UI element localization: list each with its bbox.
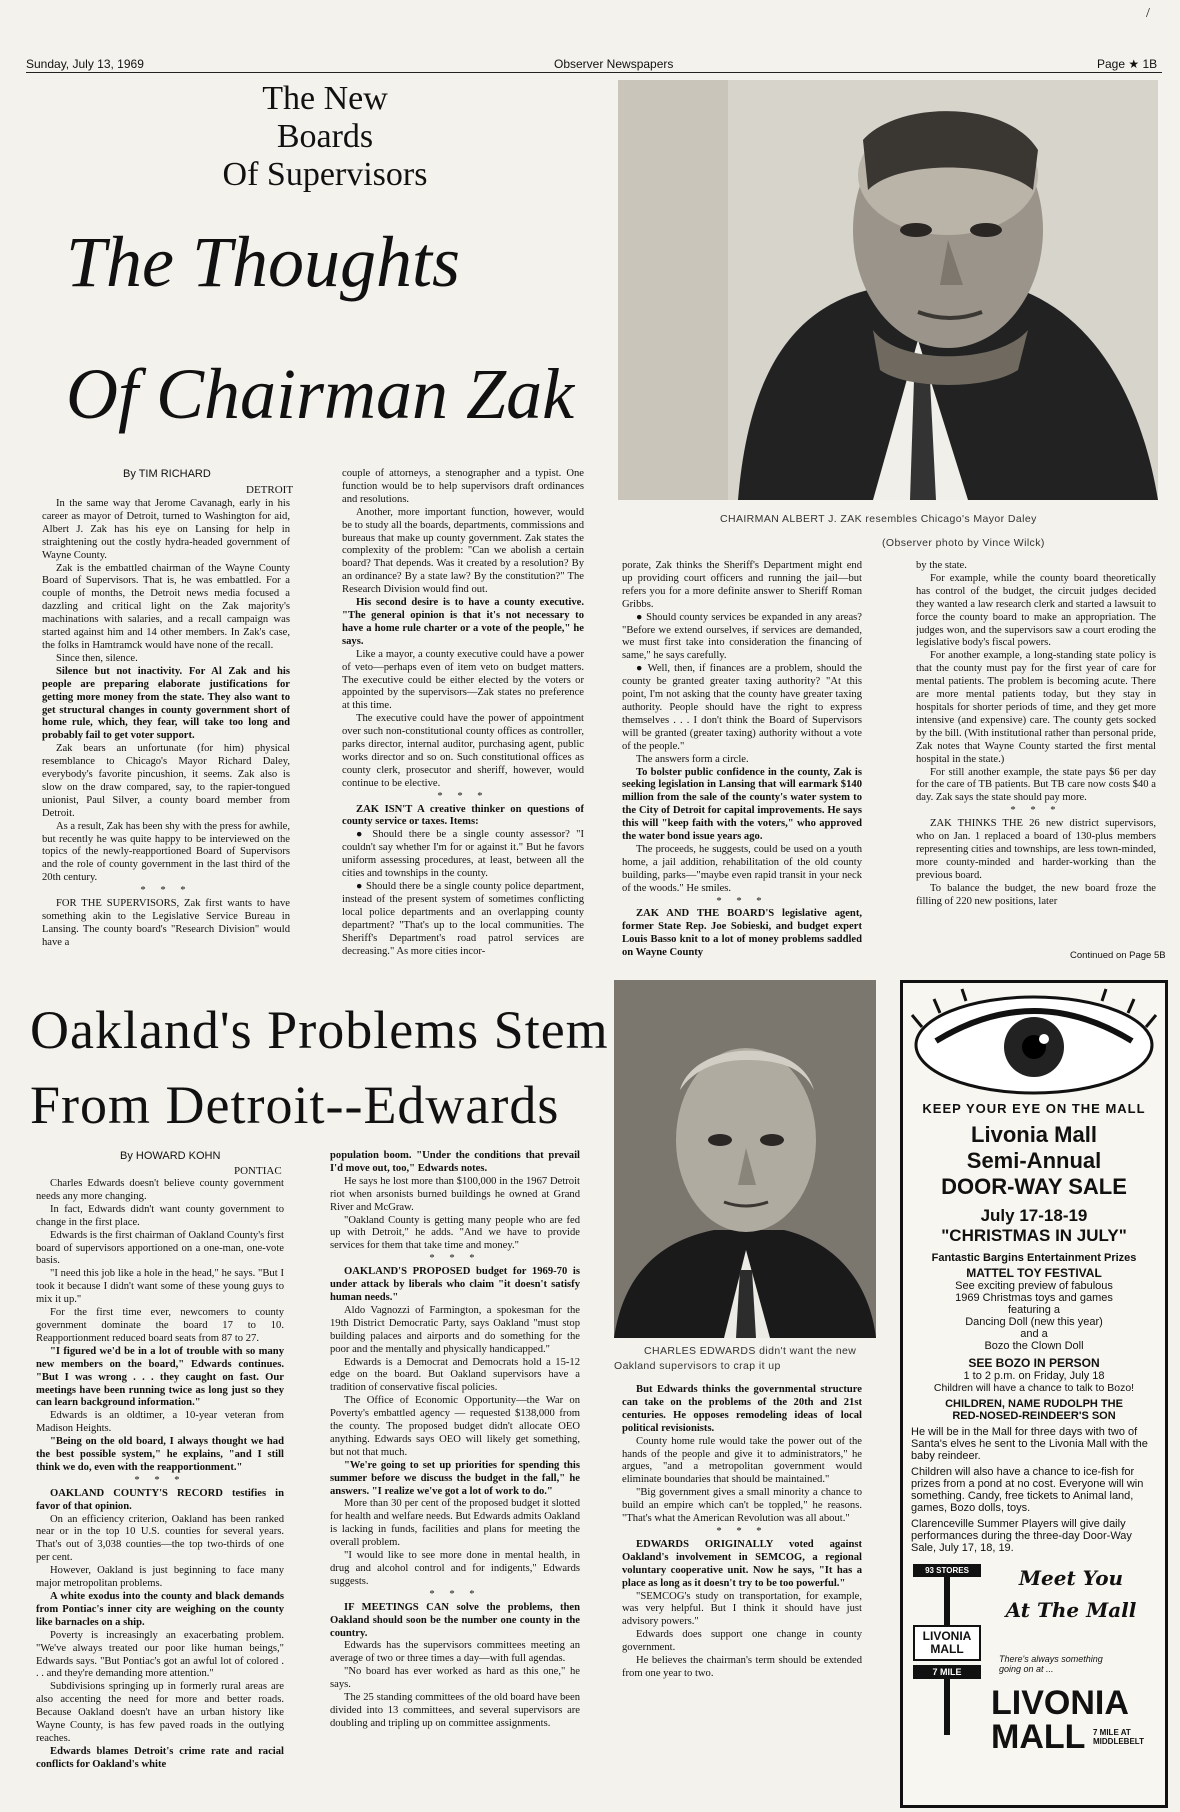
story1-paragraph: Silence but not inactivity. For Al Zak and his people are preparing elaborate justifications for getting more money from the state. They also want to get structural changes in county government short of home rule, which, they fear, will take too long and probably fail to get voter support. <box>42 665 290 742</box>
mall-sign-post <box>944 1679 950 1735</box>
header-rule <box>26 72 1162 73</box>
zak-portrait-image <box>618 80 1158 500</box>
story1-title-line2: Of Chairman Zak <box>66 354 575 434</box>
mall-sign <box>913 1564 981 1764</box>
story2-paragraph: However, Oakland is just beginning to face many major metropolitan problems. <box>36 1565 284 1590</box>
livonia-mall-ad <box>900 980 1168 1808</box>
story1-paragraph: Another, more important function, however, would be to study all the boards, departments, commissions and bureaus that make up county government. Zak states the complexity of the problem: "Can we abolish a certain board? That depends. Was it created by a resolution? By an ordinance? By a state law? By the constitution?" The Research Division would find out. <box>342 506 584 596</box>
story2-paragraph: "I would like to see more done in mental health, in drug and alcohol control and for indigents," Edwards suggests. <box>330 1550 580 1587</box>
ad-santa-text: He will be in the Mall for three days with two of Santa's elves he sent to the Livonia Mall with the baby reindeer. <box>911 1426 1148 1462</box>
story1-dateline: DETROIT <box>246 484 294 496</box>
story1-byline: By TIM RICHARD <box>123 468 211 480</box>
story2-paragraph: On an efficiency criterion, Oakland has been ranked near or in the top 10 U.S. counties for several years. That's out of 3,038 counties—the top two-thirds of one per cent. <box>36 1513 284 1564</box>
story1-paragraph: Since then, silence. <box>56 652 138 664</box>
story1-paragraph: porate, Zak thinks the Sheriff's Department might end up providing court officers and running the jail—but refers you for a more definite answer to Sheriff Roman Gribbs. <box>622 560 862 610</box>
ad-toy-line: Bozo the Clown Doll <box>984 1340 1084 1352</box>
story1-paragraph: Zak bears an unfortunate (for him) physical resemblance to Chicago's Mayor Richard Daley, everybody's favorite pincushion, it seems. Zak also is slow on the draw compared, say, to the rapier-tongued unionist, Paul Silver, a county board member from Detroit. <box>42 743 290 819</box>
story1-paragraph: To bolster public confidence in the county, Zak is seeking legislation in Lansing that will earmark $140 million from the sale of the county's water system to the City of Detroit for capital improvements. He says this will "keep faith with the voters," who approved the water bond issue years ago. <box>622 766 862 843</box>
story1-title-line1: The Thoughts <box>66 222 461 302</box>
story2-paragraph: The 25 standing committees of the old board have been divided into 13 committees, and several supervisors are doubling and tripling up on committee assignments. <box>330 1692 580 1729</box>
story2-paragraph: "Oakland County is getting many people who are fed up with Detroit," he adds. "And we have to provide services for them that take time and money." <box>330 1214 580 1252</box>
kicker-line2: Of Supervisors <box>222 156 428 193</box>
ad-toy-line: and a <box>1020 1328 1048 1340</box>
section-break: * * * <box>716 1525 768 1537</box>
story1-paragraph: To balance the budget, the new board froze the filling of 220 new positions, later <box>916 882 1156 907</box>
story2-byline: By HOWARD KOHN <box>120 1150 221 1162</box>
story2-paragraph: IF MEETINGS CAN solve the problems, then Oakland should soon be the number one county in the country. <box>330 1601 580 1639</box>
story2-paragraph: Subdivisions springing up in formerly rural areas are also accenting the need for more and better roads. Because Oakland doesn't have an urban history like Wayne County, is has few paved roads in the outlying reaches. <box>36 1681 284 1744</box>
story2-paragraph: Poverty is increasingly an exacerbating problem. "We've always treated our poor like human beings," Edwards says. "But Pontiac's got an awful lot of colored . . . and they're demanding more attention." <box>36 1629 284 1680</box>
ad-event-line2: DOOR-WAY SALE <box>941 1174 1127 1199</box>
story2-column-2 <box>330 1150 580 1800</box>
zak-photo-caption: CHAIRMAN ALBERT J. ZAK resembles Chicago's Mayor Daley <box>720 513 1037 525</box>
corner-mark: / <box>1146 6 1150 21</box>
story2-paragraph: Aldo Vagnozzi of Farmington, a spokesman for the 19th District Democratic Party, says Oakland "must stop building palaces and airports and do something for the poor and the mentally and physically handicapped." <box>330 1304 580 1355</box>
ad-store-name: Livonia Mall <box>971 1122 1097 1147</box>
edwards-portrait-image <box>614 980 876 1338</box>
ad-toy-line: 1969 Christmas toys and games <box>955 1292 1113 1304</box>
story1-paragraph: In the same way that Jerome Cavanagh, early in his career as mayor of Detroit, turned to Washington for aid, Albert J. Zak has his eye on Lansing for help in straightening out the costly hydra-headed government of Wayne County. <box>42 498 290 561</box>
ad-bottom <box>903 1558 1165 1768</box>
story1-paragraph: For still another example, the state pays $6 per day for the care of TB patients. But TB care now costs $40 a day. Zak says the state should pay more. <box>916 766 1156 804</box>
ad-bozo-line: 1 to 2 p.m. on Friday, July 18 <box>963 1370 1105 1382</box>
story1-column-3 <box>622 560 862 962</box>
header-date: Sunday, July 13, 1969 <box>26 57 144 71</box>
header-page: Page ★ 1B <box>1097 57 1158 71</box>
ad-event-line1: Semi-Annual <box>966 1148 1102 1173</box>
ad-bozo-line: Children will have a chance to talk to Bozo! <box>933 1382 1135 1394</box>
story2-paragraph: "I figured we'd be in a lot of trouble with so many new members on the board," Edwards continues. "But I was wrong . . . they caught on fast. Our meetings have been running twice as long just so they can learn background information." <box>36 1345 284 1409</box>
story1-paragraph: by the state. <box>916 560 967 571</box>
story2-paragraph: "We're going to set up priorities for spending this summer before we discuss the budget in the fall," he answers. "I realize we've got a lot of work to do." <box>330 1459 580 1497</box>
story1-paragraph: ● Should there be a single county assessor? "I couldn't say whether I'm for or against it." But he favors uniform assessing procedures, at least, between all the cities and townships in the county. <box>342 829 584 880</box>
story2-dateline: PONTIAC <box>234 1165 282 1177</box>
mall-sign-post <box>944 1577 950 1625</box>
story1-paragraph: ZAK AND THE BOARD'S legislative agent, former State Rep. Joe Sobieski, and budget expert Louis Basso knit to a lot of money problems saddled on Wayne County <box>622 908 862 959</box>
story2-paragraph: "No board has ever worked as hard as this one," he says. <box>330 1666 580 1691</box>
story2-paragraph: "SEMCOG's study on transportation, for example, was very helpful. But I think it should have just advisory powers." <box>622 1590 862 1628</box>
section-break: * * * <box>1010 805 1062 817</box>
section-break: * * * <box>140 885 192 897</box>
ad-toy-festival: MATTEL TOY FESTIVAL <box>966 1266 1102 1280</box>
story2-paragraph: "Being on the old board, I always thought we had the best possible system," he explains, "and I still think we do, even with the reapportionment." <box>36 1436 284 1473</box>
edwards-photo <box>614 980 876 1338</box>
story1-paragraph: His second desire is to have a county executive. "The general opinion is that it's not necessary to have a home rule charter or a vote of the people," he says. <box>342 597 584 647</box>
zak-photo-credit: (Observer photo by Vince Wilck) <box>882 537 1045 549</box>
continued-line: Continued on Page 5B <box>1070 950 1166 961</box>
edwards-photo-caption-line2: Oakland supervisors to crap it up <box>614 1360 781 1372</box>
ad-always-text: There's always something going on at ... <box>999 1654 1103 1674</box>
story1-paragraph: Like a mayor, a county executive could have a power of veto—perhaps even of item veto on budget matters. The executive could be either elected by the voters or appointed by the supervisors—Zak states no preference at this time. <box>342 648 584 712</box>
story2-paragraph: Edwards is a Democrat and Democrats hold a 15-12 edge on the board. But Oakland supervisors have a tradition of conservative fiscal policies. <box>330 1356 580 1394</box>
story1-paragraph: The answers form a circle. <box>636 753 749 765</box>
story1-paragraph: The proceeds, he suggests, could be used on a youth home, a jail addition, rehabilitation of the old county building, parks—"maybe even rapid transit in your neck of the woods." He smiles. <box>622 843 862 894</box>
ad-dates: July 17-18-19 <box>980 1206 1088 1225</box>
story1-paragraph: As a result, Zak has been shy with the press for awhile, but recently he was quite happy to be interviewed on the topics of the newly-reapportioned Board of Supervisors and the role of county government in the last third of the 20th century. <box>42 820 290 884</box>
story1-paragraph: The executive could have the power of appointment over such non-constitutional county offices as controller, parks director, internal auditor, purchasing agent, public works director and so on. Such constitutional offices as county clerk, prosecutor and sheriff, however, would continue to be elective. <box>342 713 584 789</box>
story2-paragraph: He believes the chairman's term should be extended from one year to two. <box>622 1655 862 1679</box>
kicker <box>210 80 440 194</box>
story2-title-line1: Oakland's Problems Stem <box>30 1000 609 1060</box>
story2-title-line2: From Detroit--Edwards <box>30 1075 560 1135</box>
story2-paragraph: County home rule would take the power out of the hands of the people and give it to administrators," he argues, "and a metropolitan government would eliminate boundaries that should be maintained." <box>622 1435 862 1486</box>
ad-toy-line: See exciting preview of fabulous <box>955 1280 1113 1292</box>
ad-address: 7 MILE AT MIDDLEBELT <box>1093 1728 1144 1746</box>
story1-paragraph: ZAK THINKS THE 26 new district supervisors, who on Jan. 1 replaced a board of 130-plus members representing cities and townships, are less town-minded, more county-minded and harder-working than the previous board. <box>916 818 1156 881</box>
ad-logo-line2: MALL <box>991 1718 1086 1756</box>
kicker-line1: The New Boards <box>262 80 388 155</box>
section-break: * * * <box>134 1474 186 1486</box>
ad-toy-line: featuring a <box>1008 1304 1060 1316</box>
story1-paragraph: Zak is the embattled chairman of the Wayne County Board of Supervisors. That is, he was embattled. For a couple of months, the Detroit news media focused a dazzling and critical light on the Zak majority's machinations with salaries, and a recall campaign was started against him and 14 other members. In Zak's case, the folks in Hamtramck would have none of the recall. <box>42 562 290 651</box>
story2-paragraph: OAKLAND'S PROPOSED budget for 1969-70 is under attack by liberals who claim "it doesn't satisfy human needs." <box>330 1266 580 1303</box>
ad-bozo-title: SEE BOZO IN PERSON <box>968 1356 1100 1370</box>
story2-paragraph: In fact, Edwards didn't want county government to change in the first place. <box>36 1203 284 1228</box>
story2-paragraph: "Big government gives a small minority a chance to build an empire which can't be toppled," he reasons. "That's what the American Revolution was all about." <box>622 1487 862 1525</box>
section-break: * * * <box>429 1253 481 1265</box>
zak-photo <box>618 80 1158 500</box>
ad-meet-line1: Meet You <box>1018 1566 1124 1590</box>
story2-paragraph: Charles Edwards doesn't believe county government needs any more changing. <box>36 1178 284 1202</box>
story2-paragraph: But Edwards thinks the governmental structure can take on the problems of the 20th and 21st centuries. He opposes remodeling ideas of local political revisionists. <box>622 1384 862 1434</box>
story1-column-4 <box>916 560 1156 946</box>
story1-paragraph: ● Should there be a single county police department, instead of the present system of sometimes conflicting local police departments and an overlapping county department? "That's up to the local communities. The Sheriff's Department's road patrol services are decreasing." As more cities incor- <box>342 881 584 957</box>
story1-paragraph: For example, while the county board theoretically has control of the budget, the circuit judges decided they wanted a law research clerk and started a lawsuit to force the county board to make an appropriation. The judges won, and the supervisors saw a court eroding the legislative body's fiscal powers. <box>916 572 1156 649</box>
story2-paragraph: A white exodus into the county and black demands from Pontiac's inner city are weighing on the county like barnacles on a ship. <box>36 1591 284 1628</box>
story1-paragraph: ● Should county services be expanded in any areas? "Before we extend ourselves, if services are demanded, we must first take into consideration the financing of same," he says carefully. <box>622 611 862 662</box>
ad-rudolph-line: CHILDREN, NAME RUDOLPH THE <box>945 1398 1123 1410</box>
header-paper: Observer Newspapers <box>554 57 674 71</box>
story1-paragraph: ● Well, then, if finances are a problem, should the county be granted greater taxing authority? "At this point, I'm not asking that the county have greater taxing authority. People should have the right to express themselves . . . I don't think the Board of Supervisors will be granted (greater taxing) authority without a vote of the people." <box>622 663 862 752</box>
story2-paragraph: "I need this job like a hole in the head," he says. "But I took it because I didn't want some of these young guys to mix it up." <box>36 1268 284 1306</box>
ad-features: Fantastic Bargins Entertainment Prizes <box>931 1252 1137 1264</box>
section-break: * * * <box>429 1588 481 1600</box>
section-break: * * * <box>437 790 489 802</box>
ad-logo-line1: LIVONIA <box>991 1684 1129 1722</box>
story1-column-2 <box>342 468 584 966</box>
ad-fish-text: Children will also have a chance to ice-fish for prizes from a pond at no cost. Everyone will win something. Candy, free tickets to Animal land, games, Bozo dolls, toys. <box>911 1466 1144 1514</box>
story2-paragraph: Edwards is the first chairman of Oakland County's first board of supervisors apportioned on a one-man, one-vote basis. <box>36 1229 284 1267</box>
ad-players-text: Clarenceville Summer Players will give daily performances during the three-day Door-Way Sale, July 17, 18, 19. <box>911 1518 1132 1554</box>
mall-sign-name: LIVONIA MALL <box>913 1625 981 1661</box>
ad-rudolph-line: RED-NOSED-REINDEER'S SON <box>952 1410 1116 1422</box>
section-break: * * * <box>716 895 768 907</box>
ad-banner: KEEP YOUR EYE ON THE MALL <box>922 1101 1146 1116</box>
story2-paragraph: Edwards has the supervisors committees meeting an average of two or three times a day—with full agendas. <box>330 1640 580 1665</box>
ad-toy-line: Dancing Doll (new this year) <box>965 1316 1103 1328</box>
mall-sign-road: 7 MILE <box>913 1665 981 1679</box>
story2-paragraph: Edwards blames Detroit's crime rate and racial conflicts for Oakland's white <box>36 1745 284 1770</box>
story2-paragraph: For the first time ever, newcomers to county government dominate the board 17 to 10. Reapportionment reduced board seats from 87 to 27. <box>36 1307 284 1344</box>
story2-paragraph: He says he lost more than $100,000 in the 1967 Detroit riot when arsonists burned buildings he owned at Grand River and McGraw. <box>330 1175 580 1213</box>
story2-paragraph: Edwards is an oldtimer, a 10-year veteran from Madison Heights. <box>36 1410 284 1435</box>
story2-paragraph: population boom. "Under the conditions that prevail I'd move out, too," Edwards notes. <box>330 1150 580 1174</box>
story2-paragraph: EDWARDS ORIGINALLY voted against Oakland's involvement in SEMCOG, a regional voluntary cooperative unit. Now he says, "It has a place as long as it doesn't try to be too powerful." <box>622 1538 862 1589</box>
story2-paragraph: Edwards does support one change in county government. <box>622 1629 862 1654</box>
story2-paragraph: More than 30 per cent of the proposed budget it slotted for health and welfare needs. But Edwards admits Oakland is lacking in funds, facilities and plans for meeting the overall problem. <box>330 1498 580 1549</box>
edwards-photo-caption-line1: CHARLES EDWARDS didn't want the new <box>644 1345 857 1357</box>
story1-paragraph: FOR THE SUPERVISORS, Zak first wants to have something akin to the Legislative Service Bureau in Lansing. The county board's "Research Division" would have a <box>42 898 290 948</box>
story2-column-1 <box>36 1178 284 1798</box>
story1-paragraph: couple of attorneys, a stenographer and a typist. One function would be to help supervisors draft ordinances and resolutions. <box>342 468 584 505</box>
story2-paragraph: The Office of Economic Opportunity—the War on Poverty's embattled agency — requested $138,000 from the county. The proposed budget didn't allocate OEO anything. Edwards says OEO will likely get something, but not that much. <box>330 1395 580 1458</box>
story1-paragraph: ZAK ISN'T A creative thinker on questions of county service or taxes. Items: <box>342 803 584 828</box>
story1-column-1 <box>42 498 290 966</box>
ad-theme: "CHRISTMAS IN JULY" <box>941 1226 1127 1245</box>
story2-paragraph: OAKLAND COUNTY'S RECORD testifies in favor of that opinion. <box>36 1487 284 1512</box>
mall-sign-stores: 93 STORES <box>913 1564 981 1577</box>
story1-paragraph: For another example, a long-standing state policy is that the county must pay for the first year of care for mental patients. The problem is becoming acute. There are more mental patients today, but they stay in hospitals for shorter periods of time, and they get more intensive (and expensive) care. The county gets socked by the bill. (With institutional rather than personal pride, Zak notes that Wayne County started the first mental hospital in the state.) <box>916 650 1156 765</box>
ad-meet-line2: At The Mall <box>1005 1598 1137 1622</box>
eye-icon <box>906 987 1162 1099</box>
story2-column-3 <box>622 1384 862 1800</box>
